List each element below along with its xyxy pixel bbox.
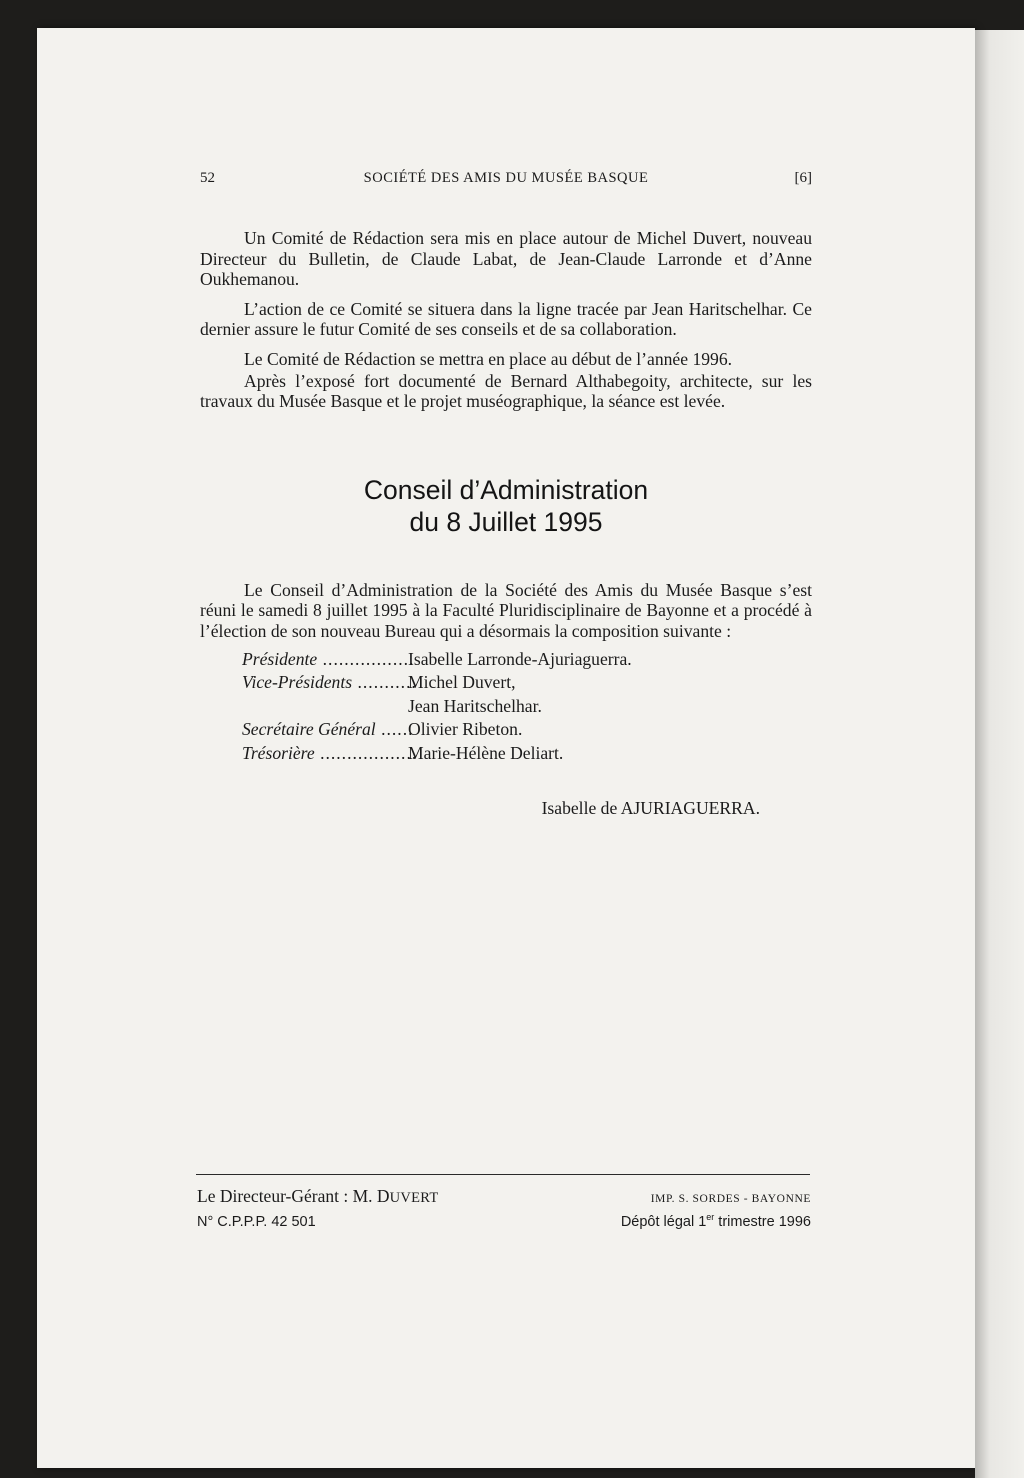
paragraph-expose: Après l’exposé fort documenté de Bernard Althabegoity, architecte, sur les travaux du Musée Basque et le projet muséographique, la séance est levée. <box>200 370 812 412</box>
bureau-row <box>200 718 812 742</box>
paragraph-comite: Un Comité de Rédaction sera mis en place autour de Michel Duvert, nouveau Directeur du Bulletin, de Claude Labat, de Jean-Claude Larronde et d’Anne Oukhemanou. <box>200 228 812 290</box>
bureau-name: Marie-Hélène Deliart. <box>408 742 564 763</box>
director-line: Le Directeur-Gérant : M. DUVERT <box>197 1186 439 1206</box>
colophon-row-1 <box>197 1186 811 1207</box>
bureau-role: Trésorière .................. <box>242 742 418 763</box>
paragraph-action: L’action de ce Comité se situera dans la ligne tracée par Jean Haritschelhar. Ce dernier assure le futur Comité de ses conseils et de sa collaboration. <box>200 298 812 340</box>
footer-rule <box>196 1174 810 1175</box>
paragraph-mise-en-place: Le Comité de Rédaction se mettra en place au début de l’année 1996. <box>244 348 733 369</box>
heading-line-2: du 8 Juillet 1995 <box>409 506 603 537</box>
body-text <box>200 228 812 412</box>
colophon-row-2 <box>197 1212 811 1230</box>
running-head <box>200 170 812 192</box>
bureau-row <box>200 695 812 719</box>
section-number: [6] <box>794 170 812 186</box>
bureau-role: Présidente ................. <box>242 648 415 669</box>
bureau-name: Jean Haritschelhar. <box>408 695 542 716</box>
printer-line: IMP. S. SORDES - BAYONNE <box>650 1193 811 1205</box>
section-heading <box>200 474 812 538</box>
cppp-number: N° C.P.P.P. 42 501 <box>197 1213 316 1230</box>
bureau-name: Isabelle Larronde-Ajuriaguerra. <box>408 648 632 669</box>
page-content <box>200 170 812 819</box>
bureau-row <box>200 648 812 672</box>
colophon <box>197 1186 811 1230</box>
depot-legal: Dépôt légal 1er trimestre 1996 <box>620 1212 811 1230</box>
bureau-role: Vice-Présidents ........... <box>242 672 417 693</box>
bureau-name: Michel Duvert, <box>408 672 516 693</box>
bureau-role: Secrétaire Général ...... <box>242 719 414 740</box>
bureau-row <box>200 671 812 695</box>
running-head-title: SOCIÉTÉ DES AMIS DU MUSÉE BASQUE <box>363 170 649 186</box>
page-number: 52 <box>200 170 215 186</box>
bureau-role <box>200 695 408 719</box>
bureau-row <box>200 742 812 766</box>
signature: Isabelle de AJURIAGUERRA. <box>541 798 760 819</box>
next-page-edge <box>975 30 1024 1478</box>
heading-line-1: Conseil d’Administration <box>363 474 649 505</box>
bureau-name: Olivier Ribeton. <box>408 719 523 740</box>
bureau-list <box>200 648 812 766</box>
intro-paragraph: Le Conseil d’Administration de la Société des Amis du Musée Basque s’est réuni le samedi 8 juillet 1995 à la Faculté Pluridisciplinaire de Bayonne et a procédé à l’élection de son nouveau Bureau qui a désormais la composition suivante : <box>200 579 812 641</box>
